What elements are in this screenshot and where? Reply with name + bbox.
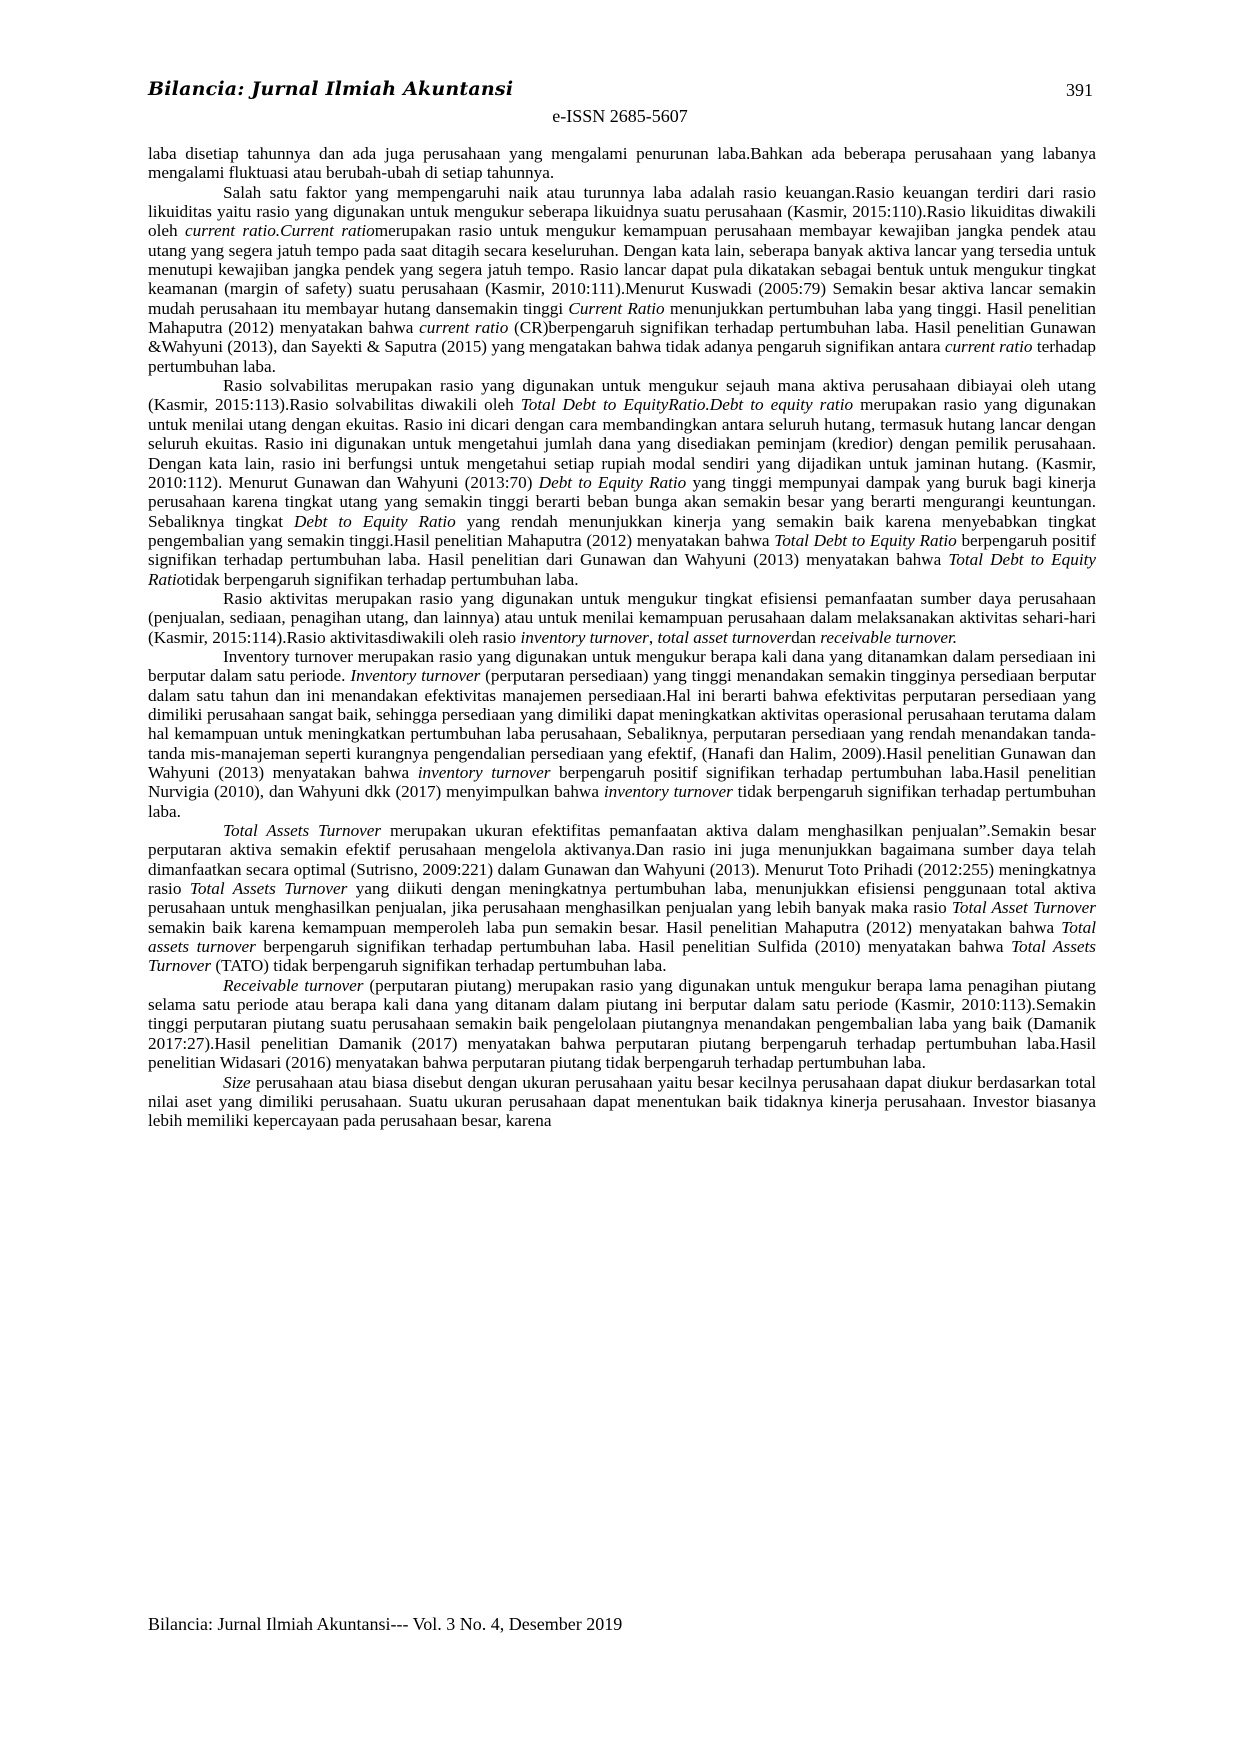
paragraph <box>148 976 1096 1073</box>
text-run: tidak berpengaruh signifikan terhadap pertumbuhan laba. <box>148 782 1096 821</box>
italic-term: Total Assets Turnover <box>189 879 348 899</box>
article-body <box>148 144 1096 1131</box>
journal-title: Bilancia: Jurnal Ilmiah Akuntansi <box>148 78 514 100</box>
issn: e-ISSN 2685-5607 <box>552 106 688 126</box>
italic-term: Receivable turnover <box>223 975 364 995</box>
text-run: (TATO) tidak berpengaruh signifikan terhadap pertumbuhan laba. <box>211 956 667 976</box>
text-run: Rasio aktivitas merupakan rasio yang digunakan untuk mengukur tingkat efisiensi pemanfaatan sumber daya perusahaan (penjualan, sediaan, penagihan utang, dan lainnya) atau untuk menilai kemampuan perusahaan dalam melaksanakan aktivitas sehari-hari (Kasmir, 2015:114).Rasio aktivitasdiwakili oleh rasio <box>148 588 1096 647</box>
text-run: yang rendah menunjukkan kinerja yang semakin baik karena menyebabkan tingkat pengembalian yang semakin tinggi.Hasil penelitian Mahaputra (2012) menyatakan bahwa <box>148 511 1096 550</box>
italic-term: receivable turnover. <box>820 627 958 647</box>
page-footer: Bilancia: Jurnal Ilmiah Akuntansi--- Vol. 3 No. 4, Desember 2019 <box>148 1614 623 1634</box>
italic-term: Current Ratio <box>568 298 665 318</box>
text-run: tidak berpengaruh signifikan terhadap pertumbuhan laba. <box>185 569 579 589</box>
italic-term: Debt to Equity Ratio <box>538 472 687 492</box>
italic-term: Total Debt to EquityRatio.Debt to equity ratio <box>520 395 854 415</box>
text-run: laba disetiap tahunnya dan ada juga perusahaan yang mengalami penurunan laba.Bahkan ada beberapa perusahaan yang labanya mengalami fluktuasi atau berubah-ubah di setiap tahunnya. <box>148 144 1096 183</box>
text-run: yang tinggi mempunyai dampak yang buruk bagi kinerja perusahaan karena tingkat utang yang semakin tinggi berarti beban bunga akan semakin besar yang berarti mengurangi keuntungan. Sebaliknya tingkat <box>148 472 1096 531</box>
text-run: (perputaran piutang) merupakan rasio yang digunakan untuk mengukur berapa lama penagihan piutang selama satu periode atau berapa kali dana yang ditanam dalam piutang ini berputar dalam satu periode (Kasmir, 2010:113).Semakin tinggi perputaran piutang suatu perusahaan semakin baik pengelolaan piutangnya menandakan pengembalian laba yang baik (Damanik 2017:27).Hasil penelitian Damanik (2017) menyatakan bahwa perputaran piutang berpengaruh terhadap pertumbuhan laba.Hasil penelitian Widasari (2016) menyatakan bahwa perputaran piutang tidak berpengaruh terhadap pertumbuhan laba. <box>148 975 1096 1073</box>
text-run: (perputaran persediaan) yang tinggi menandakan semakin tingginya persediaan berputar dalam satu tahun dan ini menandakan efektivitas manajemen persediaan.Hal ini berarti bahwa efektivitas perputaran persediaan yang dimiliki perusahaan sangat baik, sehingga persediaan yang dimiliki dapat meningkatkan aktivitas operasional perusahaan terutama dalam hal kemampuan untuk meningkatkan pertumbuhan laba perusahaan, Sebaliknya, perputaran persediaan yang rendah menandakan tanda-tanda mis-manajeman seperti kurangnya pengendalian persediaan yang efektif, (Hanafi dan Halim, 2009).Hasil penelitian Gunawan dan Wahyuni (2013) menyatakan bahwa <box>148 666 1097 782</box>
text-run: perusahaan atau biasa disebut dengan ukuran perusahaan yaitu besar kecilnya perusahaan dapat diukur berdasarkan total nilai aset yang dimiliki perusahaan. Suatu ukuran perusahaan dapat menentukan baik tidaknya kinerja perusahaan. Investor biasanya lebih memiliki kepercayaan pada perusahaan besar, karena <box>148 1072 1096 1131</box>
paragraph <box>148 647 1096 821</box>
italic-term: current ratio.Current ratio <box>185 221 375 241</box>
italic-term: Inventory turnover <box>350 666 481 686</box>
text-run: berpengaruh positif signifikan terhadap pertumbuhan laba.Hasil penelitian Nurvigia (2010), dan Wahyuni dkk (2017) menyimpulkan bahwa <box>148 763 1096 802</box>
text-run: merupakan ukuran efektifitas pemanfaatan aktiva dalam menghasilkan penjualan”.Semakin besar perputaran aktiva semakin efektif perusahaan mengelola aktivanya.Dan rasio ini juga menunjukkan bagaimana sumber daya telah dimanfaatkan secara optimal (Sutrisno, 2009:221) dalam Gunawan dan Wahyuni (2013). Menurut Toto Prihadi (2012:255) meningkatnya rasio <box>148 821 1096 899</box>
paragraph <box>148 1073 1096 1131</box>
text-run: dan <box>791 627 821 647</box>
italic-term: Debt to Equity Ratio <box>294 511 456 531</box>
italic-term: inventory turnover <box>417 763 551 782</box>
text-run: yang diikuti dengan meningkatnya pertumbuhan laba, menunjukkan efisiensi penggunaan total aktiva perusahaan untuk menghasilkan penjualan, jika perusahaan menghasilkan penjualan yang lebih banyak maka rasio <box>148 879 1096 918</box>
page-number: 391 <box>1066 80 1093 100</box>
italic-term: total asset turnover <box>657 627 792 647</box>
italic-term: current ratio <box>944 337 1033 357</box>
text-run: menunjukkan pertumbuhan laba yang tinggi. Hasil penelitian Mahaputra (2012) menyatakan bahwa <box>148 298 1097 338</box>
italic-term: Total Asset Turnover <box>951 898 1096 918</box>
text-run: (CR)berpengaruh signifikan terhadap pertumbuhan laba. Hasil penelitian Gunawan &Wahyuni (2013), dan Sayekti & Saputra (2015) yang mengatakan bahwa tidak adanya pengaruh signifikan antara <box>148 318 1097 357</box>
italic-term: Total Debt to Equity Ratio <box>774 530 957 550</box>
italic-term: Total Assets Turnover <box>223 821 382 841</box>
paragraph <box>148 376 1096 589</box>
text-run: merupakan rasio yang digunakan untuk menilai utang dengan ekuitas. Rasio ini dicari dengan cara membandingkan antara seluruh hutang, termasuk hutang lancar dengan seluruh ekuitas. Rasio ini digunakan untuk mengetahui jumlah dana yang disediakan peminjam (kredior) dengan pemilik perusahaan. Dengan kata lain, rasio ini berfungsi untuk mengetahui setiap rupiah modal sendiri yang dijadikan untuk jaminan hutang. (Kasmir, 2010:112). Menurut Gunawan dan Wahyuni (2013:70) <box>148 395 1096 492</box>
text-run: semakin baik karena kemampuan memperoleh laba pun semakin besar. Hasil penelitian Mahaputra (2012) menyatakan bahwa <box>148 917 1062 937</box>
paragraph <box>148 821 1096 976</box>
italic-term: current ratio <box>419 318 509 338</box>
text-run: merupakan rasio untuk mengukur kemampuan perusahaan membayar kewajiban jangka pendek atau utang yang segera jatuh tempo pada saat ditagih secara keseluruhan. Dengan kata lain, seberapa banyak aktiva lancar yang tersedia untuk menutupi kewajiban jangka pendek yang segera jatuh tempo. Rasio lancar dapat pula dikatakan sebagai bentuk untuk mengukur tingkat keamanan (margin of safety) suatu perusahaan (Kasmir, 2010:111).Menurut Kuswadi (2005:79) Semakin besar aktiva lancar semakin mudah perusahaan itu membayar hutang dansemakin tinggi <box>148 221 1097 318</box>
italic-term: Total assets turnover <box>148 917 1096 957</box>
italic-term: Size <box>223 1072 251 1092</box>
italic-term: inventory turnover <box>603 782 733 802</box>
paragraph <box>148 144 1096 183</box>
text-run: Rasio solvabilitas merupakan rasio yang digunakan untuk mengukur sejauh mana aktiva perusahaan dibiayai oleh utang (Kasmir, 2015:113).Rasio solvabilitas diwakili oleh <box>148 376 1096 415</box>
text-run: Inventory turnover merupakan rasio yang digunakan untuk mengukur berapa kali dana yang ditanamkan dalam persediaan ini berputar dalam satu periode. <box>148 646 1096 686</box>
italic-term: Total Debt to Equity Ratio <box>148 550 1096 589</box>
paragraph <box>148 589 1096 647</box>
text-run: berpengaruh positif signifikan terhadap pertumbuhan laba. Hasil penelitian dari Gunawan dan Wahyuni (2013) menyatakan bahwa <box>148 530 1096 570</box>
italic-term: inventory turnover <box>520 627 649 647</box>
paragraph <box>148 183 1096 376</box>
text-run: terhadap pertumbuhan laba. <box>148 337 1096 376</box>
text-run: berpengaruh signifikan terhadap pertumbuhan laba. Hasil penelitian Sulfida (2010) menyatakan bahwa <box>255 937 1012 957</box>
text-run: , <box>648 627 658 647</box>
italic-term: Total Assets Turnover <box>148 937 1096 976</box>
text-run: Salah satu faktor yang mempengaruhi naik atau turunnya laba adalah rasio keuangan.Rasio keuangan terdiri dari rasio likuiditas yaitu rasio yang digunakan untuk mengukur seberapa likuidnya suatu perusahaan (Kasmir, 2015:110).Rasio likuiditas diwakili oleh <box>148 182 1096 241</box>
